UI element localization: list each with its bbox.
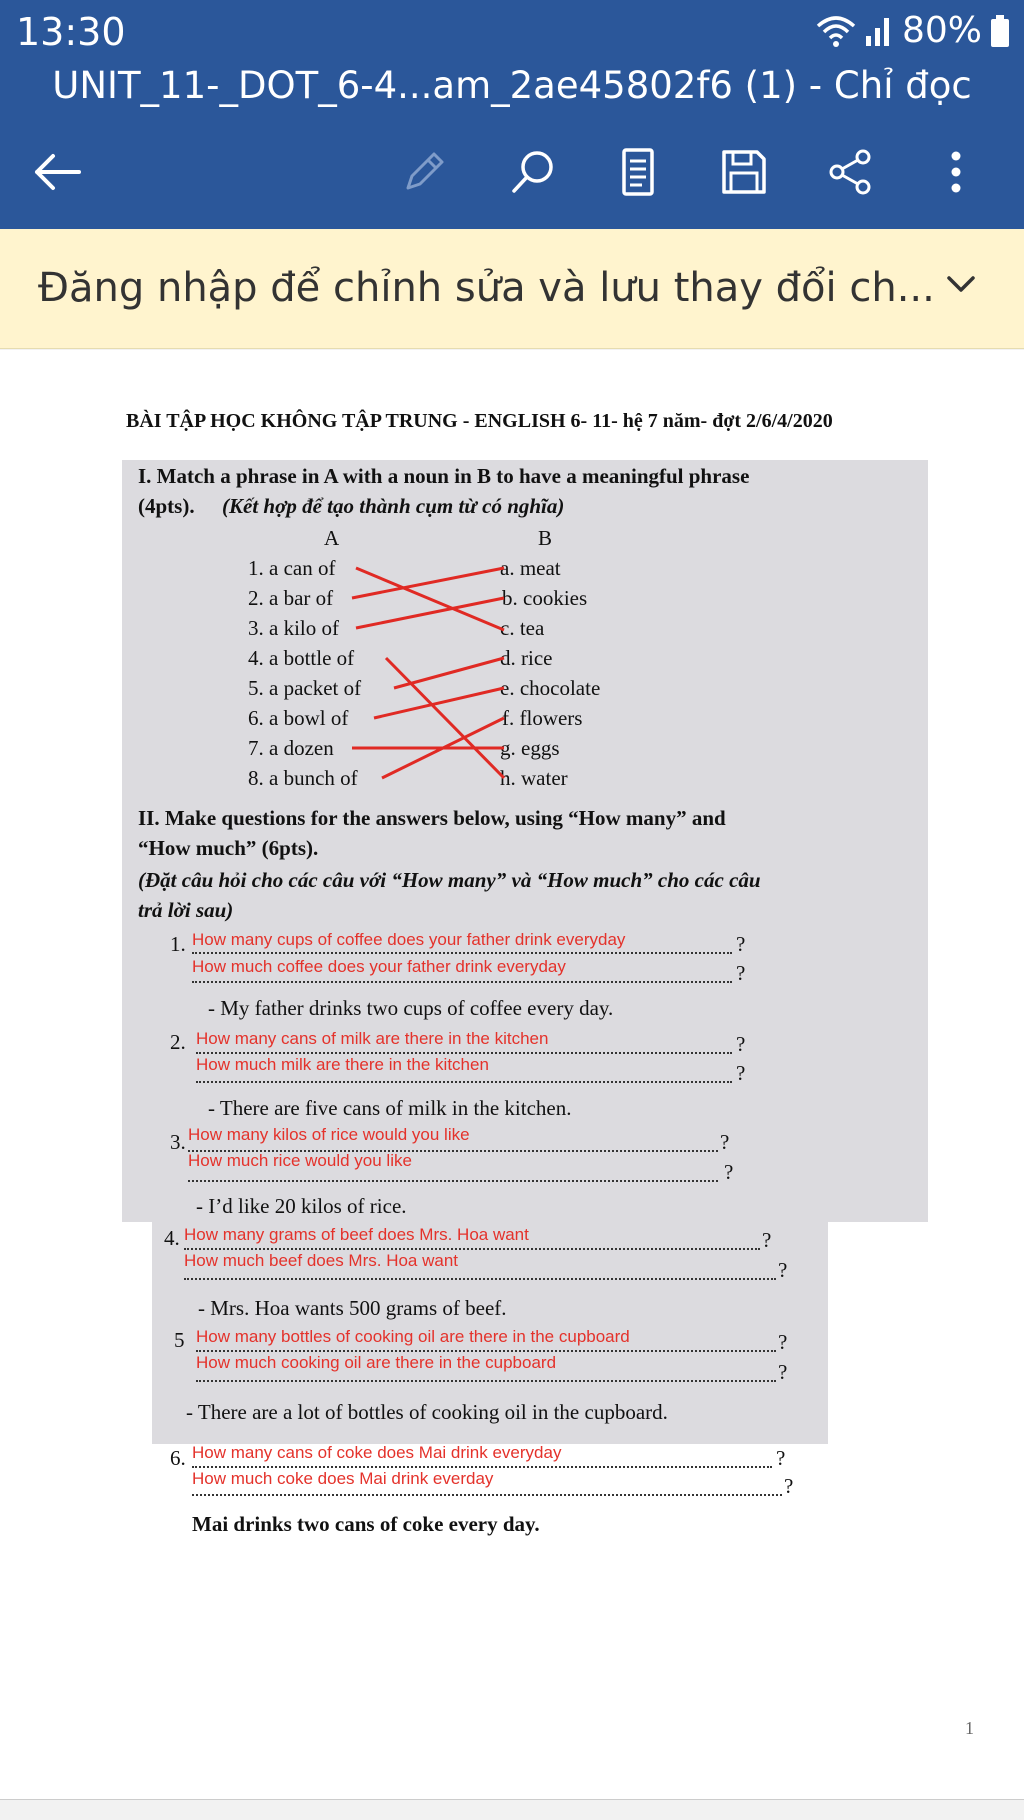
noun-b-item: b. cookies [502, 586, 588, 610]
matching-lines [0, 350, 1024, 830]
question-mark: ? [778, 1330, 788, 1354]
section1-points: (4pts). [138, 494, 195, 518]
question-mark: ? [736, 961, 746, 985]
how-many-answer: How many bottles of cooking oil are there in the cupboard [196, 1327, 630, 1346]
document-page [0, 350, 1024, 1800]
how-much-answer: How much cooking oil are there in the cupboard [196, 1353, 557, 1372]
question-number: 2. [170, 1030, 186, 1054]
noun-b-item: c. tea [500, 616, 545, 640]
more-options-icon [946, 147, 966, 197]
phrase-a-item: 2. a bar of [248, 586, 334, 610]
column-a-header: A [324, 526, 340, 550]
answer-line [196, 1380, 776, 1382]
answer-line [192, 1494, 782, 1496]
question-mark: ? [762, 1228, 772, 1252]
noun-b-item: g. eggs [500, 736, 560, 760]
answer-line [184, 1248, 760, 1250]
match-line [356, 598, 504, 628]
question-mark: ? [778, 1258, 788, 1282]
share-icon [825, 147, 875, 197]
phrase-a-item: 5. a packet of [248, 676, 362, 700]
noun-b-item: f. flowers [502, 706, 583, 730]
answer-line [196, 1052, 732, 1054]
section2-title-cont: “How much” (6pts). [138, 836, 319, 860]
answer-line [184, 1278, 776, 1280]
battery-percent: 80% [901, 10, 982, 51]
noun-b-item: e. chocolate [500, 676, 601, 700]
question-mark: ? [736, 1032, 746, 1056]
how-many-answer: How many cans of coke does Mai drink everyday [192, 1443, 562, 1462]
match-line [352, 568, 504, 598]
status-bar [0, 0, 1024, 62]
reading-view-icon [618, 147, 658, 197]
edit-button[interactable] [392, 140, 456, 204]
question-mark: ? [724, 1160, 734, 1184]
toolbar [0, 140, 1024, 210]
how-many-answer: How many kilos of rice would you like [188, 1125, 470, 1144]
answer-line [192, 981, 732, 983]
noun-b-item: a. meat [500, 556, 561, 580]
column-b-header: B [538, 526, 553, 550]
phrase-a-item: 1. a can of [248, 556, 336, 580]
back-button[interactable] [24, 140, 88, 204]
question-mark: ? [720, 1130, 730, 1154]
phrase-a-item: 8. a bunch of [248, 766, 358, 790]
question-number: 1. [170, 932, 186, 956]
answer-line [196, 1081, 732, 1083]
section2-subtitle: (Đặt câu hỏi cho các câu với “How many” và “How much” cho các câu [138, 868, 761, 892]
question-mark: ? [784, 1474, 794, 1498]
question-mark: ? [736, 1061, 746, 1085]
phrase-a-item: 4. a bottle of [248, 646, 355, 670]
page-number: 1 [965, 1718, 974, 1738]
question-number: 4. [164, 1226, 180, 1250]
search-icon [509, 147, 559, 197]
signal-icon [864, 14, 894, 48]
section1-subtitle: (Kết hợp để tạo thành cụm từ có nghĩa) [222, 494, 565, 518]
question-number: 5 [174, 1328, 185, 1352]
given-answer: - I’d like 20 kilos of rice. [196, 1194, 407, 1218]
document-title: UNIT_11-_DOT_6-4...am_2ae45802f6 (1) - Chỉ đọc [52, 64, 972, 107]
question-mark: ? [776, 1446, 786, 1470]
how-many-answer: How many cans of milk are there in the kitchen [196, 1029, 549, 1048]
search-button[interactable] [502, 140, 566, 204]
status-time: 13:30 [16, 10, 126, 54]
answer-line [188, 1180, 718, 1182]
sign-in-banner[interactable] [0, 229, 1024, 349]
question-mark: ? [736, 932, 746, 956]
phrase-a-item: 3. a kilo of [248, 616, 339, 640]
question-mark: ? [778, 1360, 788, 1384]
answer-line [192, 1466, 772, 1468]
given-answer: - There are a lot of bottles of cooking oil in the cupboard. [186, 1400, 668, 1424]
back-arrow-icon [31, 152, 81, 192]
section2-subtitle-cont: trả lời sau) [138, 898, 234, 922]
question-number: 3. [170, 1130, 186, 1154]
battery-icon [990, 14, 1010, 48]
banner-text: Đăng nhập để chỉnh sửa và lưu thay đổi ch... [38, 265, 935, 311]
question-number: 6. [170, 1446, 186, 1470]
how-much-answer: How much coke does Mai drink everday [192, 1469, 494, 1488]
section2-title: II. Make questions for the answers below, using “How many” and [138, 806, 726, 830]
phrase-a-item: 6. a bowl of [248, 706, 349, 730]
how-many-answer: How many grams of beef does Mrs. Hoa want [184, 1225, 529, 1244]
reading-view-button[interactable] [606, 140, 670, 204]
how-much-answer: How much coffee does your father drink everyday [192, 957, 566, 976]
noun-b-item: d. rice [500, 646, 553, 670]
phrase-a-item: 7. a dozen [248, 736, 334, 760]
how-much-answer: How much rice would you like [188, 1151, 412, 1170]
status-indicators [816, 10, 1010, 51]
given-answer: - Mrs. Hoa wants 500 grams of beef. [198, 1296, 507, 1320]
more-options-button[interactable] [924, 140, 988, 204]
chevron-down-icon[interactable] [944, 267, 978, 301]
how-much-answer: How much milk are there in the kitchen [196, 1055, 489, 1074]
how-much-answer: How much beef does Mrs. Hoa want [184, 1251, 459, 1270]
match-line [386, 658, 504, 778]
app-bar [0, 0, 1024, 229]
answer-line [192, 952, 732, 954]
given-answer: - My father drinks two cups of coffee every day. [208, 996, 614, 1020]
answer-line [196, 1350, 776, 1352]
given-answer: Mai drinks two cans of coke every day. [192, 1512, 540, 1536]
given-answer: - There are five cans of milk in the kitchen. [208, 1096, 572, 1120]
save-button[interactable] [712, 140, 776, 204]
how-many-answer: How many cups of coffee does your father drink everyday [192, 930, 626, 949]
pencil-icon [400, 148, 448, 196]
match-line [356, 568, 504, 630]
page-heading: BÀI TẬP HỌC KHÔNG TẬP TRUNG - ENGLISH 6- 11- hệ 7 năm- đợt 2/6/4/2020 [126, 410, 833, 432]
share-button[interactable] [818, 140, 882, 204]
match-line [394, 658, 504, 688]
wifi-icon [816, 14, 856, 48]
noun-b-item: h. water [500, 766, 568, 790]
save-icon [719, 147, 769, 197]
section1-title: I. Match a phrase in A with a noun in B to have a meaningful phrase [138, 464, 750, 488]
